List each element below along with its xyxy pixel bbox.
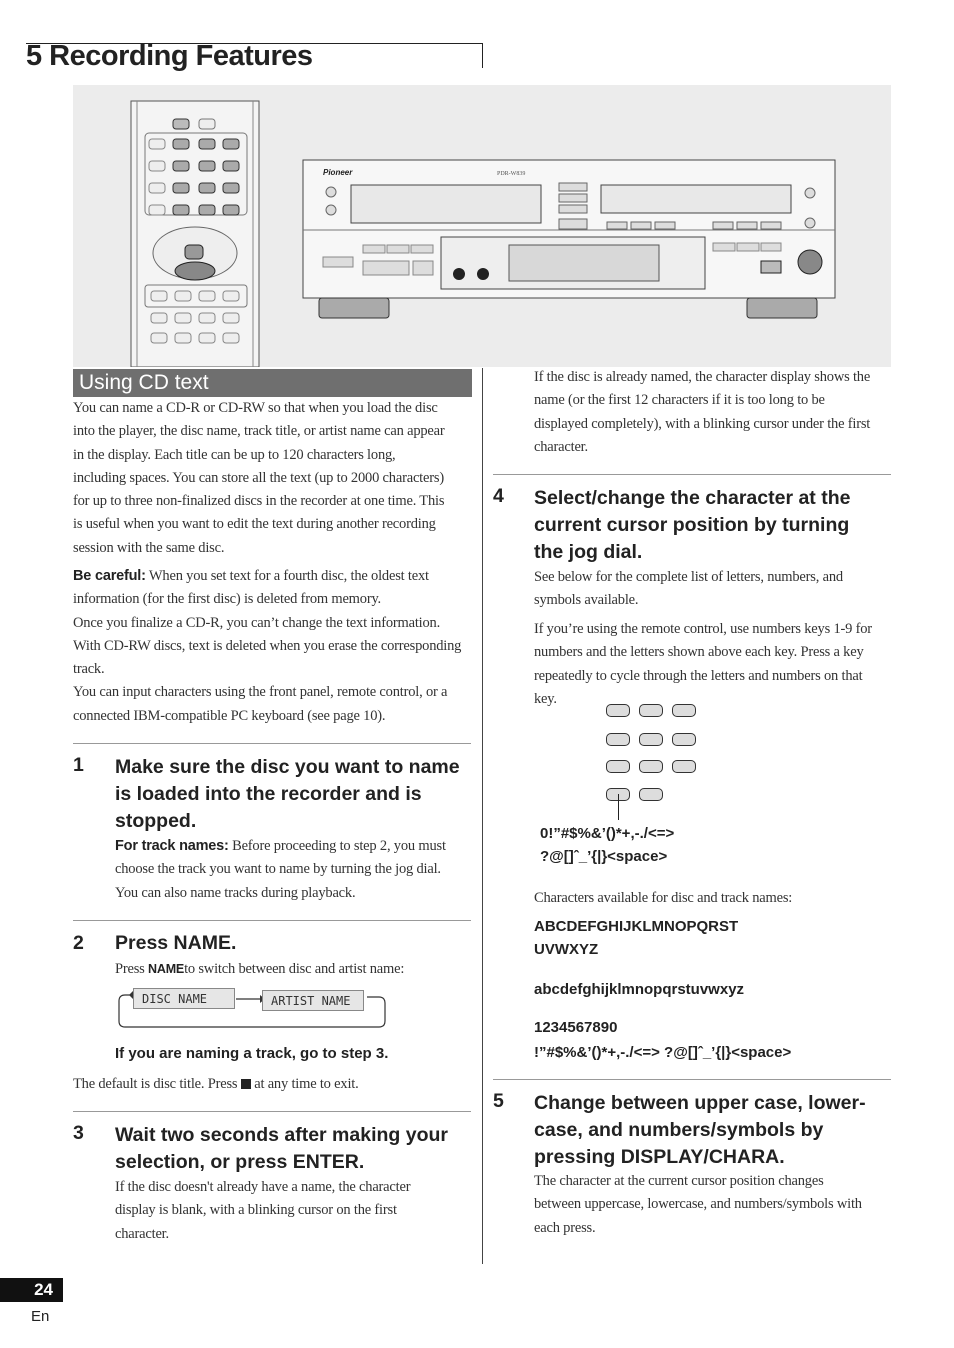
cd-recorder-illustration	[303, 160, 835, 318]
step-1-note: For track names: Before proceeding to step 2, you must choose the track you want to name by turning the jog dial. You can also name tracks during playback.	[115, 838, 446, 901]
key-4	[606, 733, 630, 746]
page-number: 24	[0, 1278, 63, 1302]
recorder-and-remote-illustration	[73, 85, 891, 367]
step-4-number: 4	[493, 485, 504, 507]
title-rule-side	[482, 43, 483, 68]
language-code: En	[31, 1308, 50, 1325]
step-2-heading: Press NAME.	[115, 932, 237, 954]
key-3	[672, 704, 696, 717]
key-9	[672, 760, 696, 773]
step-4-paragraph-1: See below for the complete list of letters, numbers, and symbols available.	[534, 569, 843, 609]
key-7	[606, 760, 630, 773]
divider	[493, 1079, 891, 1080]
uppercase-characters: ABCDEFGHIJKLMNOPQRST UVWXYZ	[534, 918, 739, 958]
lowercase-characters: abcdefghijklmnopqrstuvwxyz	[534, 981, 745, 998]
step-4-heading: Select/change the character at the current cursor position by turning the jog dial.	[534, 487, 851, 563]
symbol-characters: !”#$%&’()*+,-./<=> ?@[]ˆ_’{|}<space>	[534, 1044, 792, 1061]
key-blank	[639, 788, 663, 801]
section-title: Using CD text	[73, 369, 472, 397]
brand-logo: Pioneer	[323, 168, 353, 177]
column-divider	[482, 368, 483, 1264]
step-5-text: The character at the current cursor position changes between uppercase, lowercase, and numbers/symbols with each press.	[534, 1173, 862, 1236]
careful-paragraph: Be careful: When you set text for a fourth disc, the oldest text information (for the first disc) is deleted from memory. Once you finalize a CD-R, you can’t change the text information. With CD-RW discs, text is deleted when you erase the corresponding track. You can input characters using the front panel, remote control, or a connected IBM-compatible PC keyboard (see page 10).	[73, 568, 462, 724]
key-6	[672, 733, 696, 746]
default-note: The default is disc title. Press at any time to exit.	[73, 1076, 359, 1092]
lcd-disc-name: DISC NAME	[133, 988, 235, 1009]
step-1-heading: Make sure the disc you want to name is loaded into the recorder and is stopped.	[115, 756, 460, 832]
key-5	[639, 733, 663, 746]
key-pointer-line	[618, 794, 619, 820]
model-label: PDR-W839	[497, 171, 526, 177]
step-2-number: 2	[73, 932, 84, 954]
number-characters: 1234567890	[534, 1019, 618, 1036]
key-0-symbols: 0!”#$%&’()*+,-./<=> ?@[]ˆ_’{|}<space>	[540, 825, 675, 865]
divider	[73, 1111, 471, 1112]
key-8	[639, 760, 663, 773]
divider	[493, 474, 891, 475]
step-4-paragraph-2: If you’re using the remote control, use numbers keys 1-9 for numbers and the letters shown above each key. Press a key repeatedly to cycle through the letters and numbers on that key.	[534, 621, 872, 707]
divider	[73, 743, 471, 744]
intro-paragraph: You can name a CD-R or CD-RW so that when you load the disc into the player, the disc name, track title, or artist name can appear in the display. Each title can be up to 120 characters long, including spaces. You can store all the text (up to 2000 characters) for up to three non-finalized discs in the recorder at one time. This is useful when you want to edit the text during another recording session with the same disc.	[73, 400, 445, 556]
step-3-text: If the disc doesn't already have a name, the character display is blank, with a blinking cursor on the first character.	[115, 1179, 411, 1242]
remote-keypad-illustration	[606, 704, 706, 814]
step-3-number: 3	[73, 1122, 84, 1144]
stop-icon	[241, 1079, 251, 1089]
step-3-continued: If the disc is already named, the character display shows the name (or the first 12 characters if it is too long to be displayed completely), with a blinking cursor under the first character.	[534, 369, 871, 455]
key-2	[639, 704, 663, 717]
remote-control-illustration	[131, 101, 259, 367]
careful-label: Be careful:	[73, 568, 146, 584]
chapter-title: 5 Recording Features	[26, 40, 313, 72]
step-5-number: 5	[493, 1090, 504, 1112]
step-3-heading: Wait two seconds after making your selection, or press ENTER.	[115, 1124, 449, 1173]
step-2-text: Press NAMEto switch between disc and artist name:	[115, 961, 405, 977]
step-1-number: 1	[73, 754, 84, 776]
lcd-artist-name: ARTIST NAME	[262, 990, 364, 1011]
step-2-track-note: If you are naming a track, go to step 3.	[115, 1045, 389, 1062]
divider	[73, 920, 471, 921]
hero-illustration	[73, 85, 891, 367]
available-characters-label: Characters available for disc and track names:	[534, 890, 793, 906]
step-5-heading: Change between upper case, lower- case, and numbers/symbols by pressing DISPLAY/CHARA.	[534, 1092, 866, 1168]
key-1	[606, 704, 630, 717]
